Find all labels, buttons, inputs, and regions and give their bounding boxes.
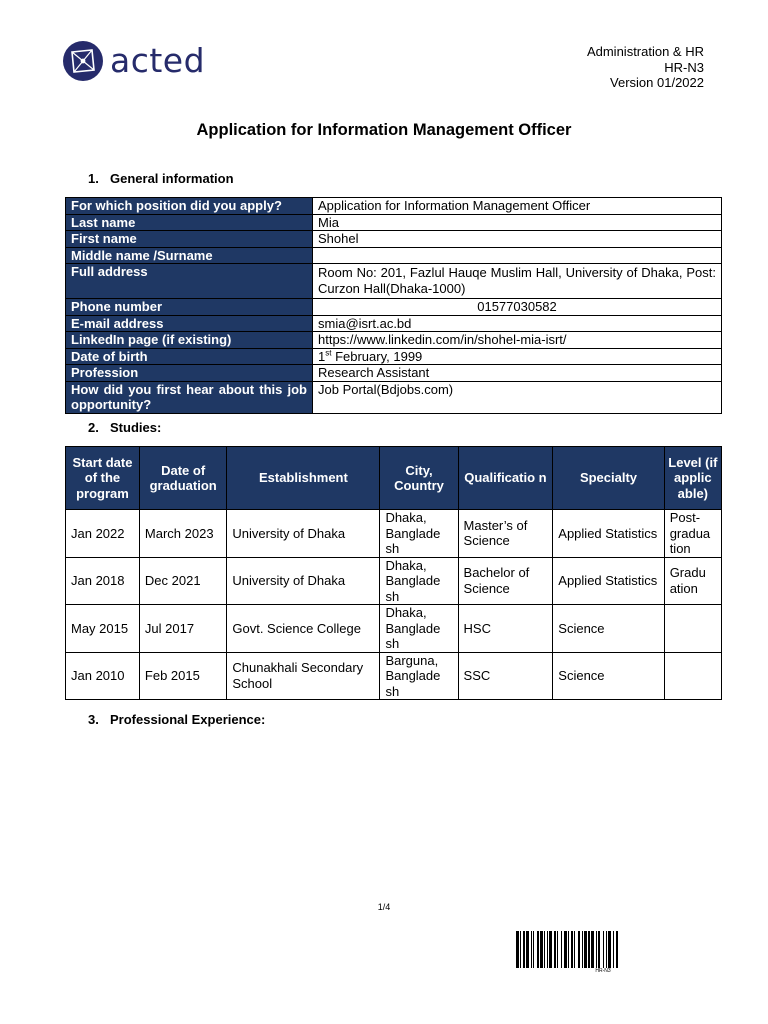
page-number: 1/4	[377, 902, 391, 912]
table-row	[66, 381, 722, 413]
barcode-bar	[568, 931, 569, 968]
level-cell: Gradu ation	[664, 557, 721, 605]
barcode-bar	[613, 931, 614, 968]
phone-value: 01577030582	[313, 299, 722, 316]
city-country-cell: Barguna, Banglade sh	[380, 652, 458, 700]
barcode-bar	[598, 931, 600, 968]
first-name-value: Shohel	[313, 231, 722, 248]
section-title: Studies:	[110, 420, 162, 435]
source-value: Job Portal(Bdjobs.com)	[313, 381, 722, 413]
establishment-cell: Chunakhali Secondary School	[227, 652, 380, 700]
column-header: Establishment	[227, 447, 380, 510]
column-header: Specialty	[553, 447, 664, 510]
position-value: Application for Information Management Officer	[313, 198, 722, 215]
linkedin-value: https://www.linkedin.com/in/shohel-mia-isrt/	[313, 332, 722, 349]
barcode-bar	[531, 931, 532, 968]
page-title: Application for Information Management Officer	[196, 121, 572, 139]
address-label: Full address	[66, 264, 313, 299]
email-value: smia@isrt.ac.bd	[313, 315, 722, 332]
position-label: For which position did you apply?	[66, 198, 313, 215]
table-row	[66, 214, 722, 231]
qualification-cell: HSC	[458, 605, 553, 653]
city-country-cell: Dhaka, Banglade sh	[380, 510, 458, 558]
acted-globe-icon	[63, 41, 103, 81]
dob-label: Date of birth	[66, 348, 313, 365]
barcode-bar	[516, 931, 519, 968]
table-row	[66, 557, 722, 605]
dob-day-suffix: st	[325, 348, 332, 358]
start-date-cell: Jan 2018	[66, 557, 140, 605]
barcode-bar	[591, 931, 594, 968]
column-header: City, Country	[380, 447, 458, 510]
barcode-bar	[603, 931, 604, 968]
dob-value	[313, 348, 722, 365]
start-date-cell: Jan 2010	[66, 652, 140, 700]
barcode-bar	[616, 931, 618, 968]
establishment-cell: University of Dhaka	[227, 557, 380, 605]
middle-name-label: Middle name /Surname	[66, 247, 313, 264]
table-row	[66, 198, 722, 215]
section-heading-experience	[88, 712, 265, 727]
graduation-date-cell: March 2023	[139, 510, 226, 558]
barcode-bar	[523, 931, 525, 968]
establishment-cell: University of Dhaka	[227, 510, 380, 558]
section-heading-general	[88, 171, 234, 186]
start-date-cell: Jan 2022	[66, 510, 140, 558]
graduation-date-cell: Feb 2015	[139, 652, 226, 700]
table-row	[66, 299, 722, 316]
table-row	[66, 247, 722, 264]
barcode-bar	[540, 931, 543, 968]
level-cell	[664, 652, 721, 700]
barcode-bar	[554, 931, 556, 968]
barcode-bar	[547, 931, 548, 968]
table-row	[66, 652, 722, 700]
qualification-cell: Master’s of Science	[458, 510, 553, 558]
linkedin-label: LinkedIn page (if existing)	[66, 332, 313, 349]
barcode-bar	[582, 931, 583, 968]
section-number: 3.	[88, 712, 99, 727]
barcode-bar	[561, 931, 562, 968]
table-row	[66, 605, 722, 653]
document-version: Version 01/2022	[610, 75, 704, 90]
establishment-cell: Govt. Science College	[227, 605, 380, 653]
department-label: Administration & HR	[586, 44, 704, 59]
logo-wordmark: acted	[110, 41, 206, 80]
barcode-bar	[578, 931, 580, 968]
acted-logo	[63, 41, 205, 81]
barcode-bar	[520, 931, 521, 968]
section-number: 1.	[88, 171, 99, 186]
section-number: 2.	[88, 420, 99, 435]
section-title: General information	[110, 171, 234, 186]
address-value: Room No: 201, Fazlul Hauqe Muslim Hall, University of Dhaka, Post: Curzon Hall(Dhaka-1000)	[313, 264, 722, 299]
phone-label: Phone number	[66, 299, 313, 316]
barcode-bar	[564, 931, 567, 968]
section-title: Professional Experience:	[110, 712, 266, 727]
document-header-info	[587, 44, 704, 91]
last-name-value: Mia	[313, 214, 722, 231]
city-country-cell: Dhaka, Banglade sh	[380, 557, 458, 605]
table-row	[66, 315, 722, 332]
email-label: E-mail address	[66, 315, 313, 332]
barcode-bar	[608, 931, 611, 968]
first-name-label: First name	[66, 231, 313, 248]
start-date-cell: May 2015	[66, 605, 140, 653]
profession-label: Profession	[66, 365, 313, 382]
specialty-cell: Applied Statistics	[553, 510, 664, 558]
graduation-date-cell: Jul 2017	[139, 605, 226, 653]
city-country-cell: Dhaka, Banglade sh	[380, 605, 458, 653]
studies-table	[65, 446, 722, 700]
table-row	[66, 264, 722, 299]
barcode-label: HR-N3	[595, 968, 611, 974]
barcode-bar	[533, 931, 534, 968]
barcode-bar	[526, 931, 529, 968]
column-header: Start date of the program	[66, 447, 140, 510]
barcode-bar	[557, 931, 558, 968]
table-row	[66, 348, 722, 365]
barcode-bar	[537, 931, 539, 968]
barcode-bar	[606, 931, 607, 968]
qualification-cell: Bachelor of Science	[458, 557, 553, 605]
barcode-bar	[588, 931, 590, 968]
table-row	[66, 332, 722, 349]
specialty-cell: Science	[553, 605, 664, 653]
table-row	[66, 510, 722, 558]
general-info-table	[65, 197, 722, 414]
table-row	[66, 365, 722, 382]
table-header-row	[66, 447, 722, 510]
level-cell: Post-gradua tion	[664, 510, 721, 558]
barcode-bar	[574, 931, 575, 968]
column-header: Level (if applic able)	[664, 447, 721, 510]
specialty-cell: Applied Statistics	[553, 557, 664, 605]
middle-name-value	[313, 247, 722, 264]
last-name-label: Last name	[66, 214, 313, 231]
table-row	[66, 231, 722, 248]
qualification-cell: SSC	[458, 652, 553, 700]
column-header: Qualificatio n	[458, 447, 553, 510]
source-label: How did you first hear about this job opportunity?	[66, 381, 313, 413]
dob-day: 1	[318, 348, 326, 364]
dob-month-year: February, 1999	[331, 348, 423, 364]
profession-value: Research Assistant	[313, 365, 722, 382]
level-cell	[664, 605, 721, 653]
barcode-bar	[596, 931, 597, 968]
specialty-cell: Science	[553, 652, 664, 700]
section-heading-studies	[88, 420, 161, 435]
barcode	[516, 931, 690, 968]
document-code: HR-N3	[664, 59, 704, 75]
barcode-bar	[571, 931, 573, 968]
barcode-bar	[584, 931, 587, 968]
barcode-bar	[544, 931, 545, 968]
barcode-bar	[549, 931, 552, 968]
column-header: Date of graduation	[139, 447, 226, 510]
graduation-date-cell: Dec 2021	[139, 557, 226, 605]
